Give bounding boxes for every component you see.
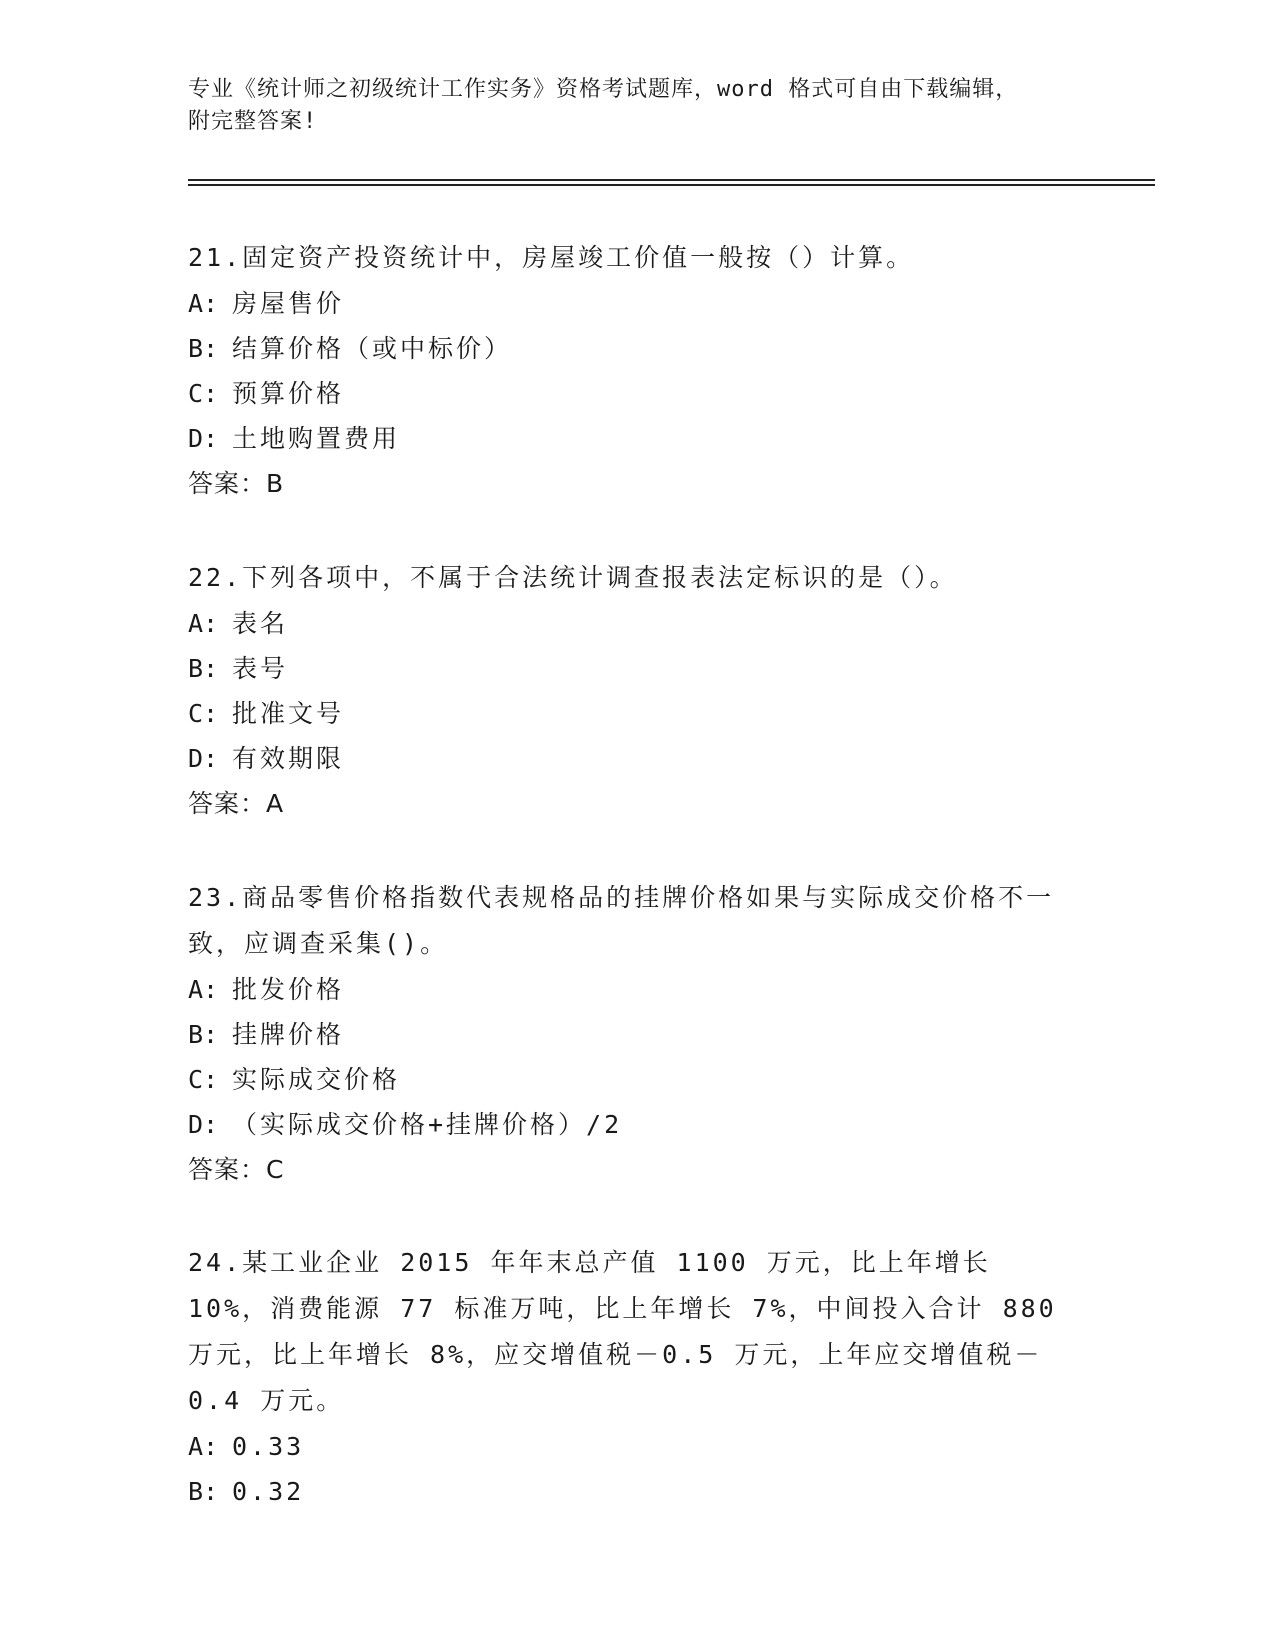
option-c	[188, 1057, 1088, 1102]
option-key: B:	[188, 1020, 219, 1049]
option-key: A:	[188, 289, 219, 318]
header-divider-bottom	[188, 184, 1155, 186]
option-key: D:	[188, 744, 219, 773]
option-text: 预算价格	[232, 379, 345, 408]
option-text: 表号	[232, 654, 289, 683]
question-22	[188, 555, 1088, 827]
option-text: 有效期限	[232, 744, 345, 773]
document-header	[188, 74, 1088, 138]
option-text: 结算价格（或中标价）	[232, 334, 513, 363]
option-d	[188, 416, 1088, 461]
option-b	[188, 1469, 1088, 1514]
option-key: C:	[188, 699, 219, 728]
answer-line: 答案：C	[188, 1155, 285, 1184]
option-b	[188, 1012, 1088, 1057]
option-key: A:	[188, 975, 219, 1004]
option-text: 挂牌价格	[232, 1020, 345, 1049]
option-d	[188, 1102, 1088, 1147]
question-23	[188, 875, 1088, 1193]
question-21	[188, 235, 1088, 507]
answer-line: 答案：A	[188, 789, 285, 818]
option-a	[188, 1424, 1088, 1469]
option-text: 0.33	[232, 1432, 305, 1461]
question-stem: 22.下列各项中，不属于合法统计调查报表法定标识的是（）。	[188, 563, 958, 592]
option-key: A:	[188, 1432, 219, 1461]
question-stem: 23.商品零售价格指数代表规格品的挂牌价格如果与实际成交价格不一致，应调查采集()。	[188, 883, 1055, 958]
question-stem: 24.某工业企业 2015 年年末总产值 1100 万元，比上年增长 10%，消费能源 77 标准万吨，比上年增长 7%，中间投入合计 880 万元，比上年增长 8%，应交增值税－0.5 万元，上年应交增值税－0.4 万元。	[188, 1248, 1057, 1415]
option-d	[188, 736, 1088, 781]
option-a	[188, 281, 1088, 326]
answer-line: 答案：B	[188, 469, 285, 498]
option-text: 批准文号	[232, 699, 345, 728]
question-24	[188, 1240, 1088, 1514]
option-b	[188, 326, 1088, 371]
header-line-1: 专业《统计师之初级统计工作实务》资格考试题库，word 格式可自由下载编辑，	[188, 77, 1019, 102]
option-key: A:	[188, 609, 219, 638]
header-line-2: 附完整答案!	[188, 109, 318, 134]
option-text: 房屋售价	[232, 289, 345, 318]
option-c	[188, 691, 1088, 736]
option-text: 实际成交价格	[232, 1065, 401, 1094]
option-b	[188, 646, 1088, 691]
option-text: 表名	[232, 609, 289, 638]
header-divider-top	[188, 179, 1155, 181]
option-key: B:	[188, 1477, 219, 1506]
option-text: 批发价格	[232, 975, 345, 1004]
option-key: D:	[188, 424, 219, 453]
option-a	[188, 967, 1088, 1012]
question-stem: 21.固定资产投资统计中，房屋竣工价值一般按（）计算。	[188, 243, 915, 272]
option-key: C:	[188, 379, 219, 408]
option-key: C:	[188, 1065, 219, 1094]
option-text: （实际成交价格+挂牌价格）/2	[232, 1110, 623, 1139]
option-text: 0.32	[232, 1477, 305, 1506]
option-c	[188, 371, 1088, 416]
option-key: D:	[188, 1110, 219, 1139]
option-text: 土地购置费用	[232, 424, 401, 453]
option-key: B:	[188, 654, 219, 683]
option-key: B:	[188, 334, 219, 363]
option-a	[188, 601, 1088, 646]
